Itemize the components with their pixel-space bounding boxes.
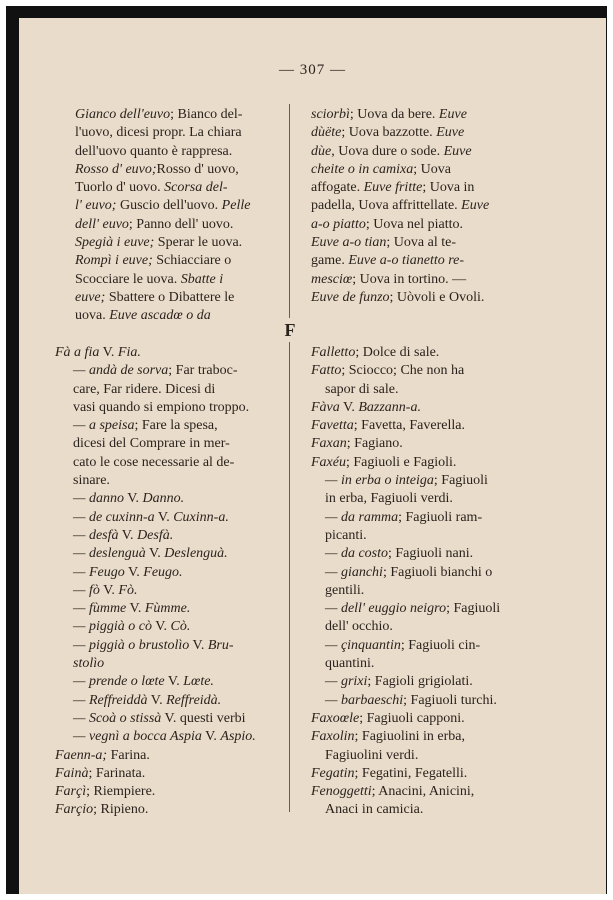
entry-definition: ; Panno dell' uovo. (128, 216, 234, 232)
text-line (75, 179, 250, 197)
entry-term: Lœte. (183, 674, 214, 690)
dictionary-line (55, 417, 256, 435)
entry-definition: Fagiuolini verdi. (325, 747, 419, 763)
entry-term: l' euvo; (75, 198, 117, 214)
text-line (75, 289, 250, 307)
entry-definition: ; Fagiuoli turchi. (403, 692, 497, 708)
entry-definition: sapor di sale. (325, 381, 399, 397)
dictionary-line (311, 710, 500, 728)
entry-term: Euve (438, 107, 467, 122)
bottom-right-column (311, 344, 500, 820)
text-line (311, 106, 489, 124)
entry-definition: V. (145, 546, 165, 562)
entry-term: Fegatin (311, 765, 355, 781)
entry-term: Fainà (55, 765, 89, 781)
entry-term: Euve (461, 198, 490, 214)
entry-definition: sinare. (73, 473, 110, 489)
entry-term: Falletto (311, 345, 356, 360)
entry-definition: in erba, Fagiuoli verdi. (325, 491, 453, 507)
entry-definition: V. (189, 637, 208, 653)
text-line (75, 234, 250, 252)
entry-term: Euve (443, 143, 472, 159)
entry-term: Faenn-a; (55, 747, 108, 763)
entry-definition: ; Fagiuoli (446, 601, 501, 617)
entry-definition: V. (99, 582, 119, 598)
entry-term: Farçì (55, 784, 87, 800)
entry-definition: ; Fagiuoli capponi. (359, 710, 465, 726)
top-left-column (75, 106, 250, 326)
entry-definition: , Uova dure o sode. (331, 143, 444, 159)
entry-definition: Sperar le uova. (154, 235, 243, 251)
dictionary-line (311, 673, 500, 691)
entry-term: Pelle (221, 198, 251, 214)
text-line (311, 252, 489, 270)
entry-term: Spegià i euve; (75, 235, 155, 251)
dictionary-line (311, 490, 500, 508)
entry-term: Rosso d' euvo; (75, 161, 157, 177)
entry-definition: picanti. (325, 527, 367, 543)
entry-term: — da ramma (325, 509, 399, 525)
text-line (75, 271, 250, 289)
entry-term: Sbatte i (180, 271, 224, 287)
entry-definition: V. (201, 729, 221, 745)
dictionary-line (55, 509, 256, 527)
entry-definition: l'uovo, dicesi propr. La chiara (75, 125, 242, 141)
entry-term: Faxéu (311, 454, 346, 470)
entry-term: — de cuxinn-a (73, 509, 155, 525)
entry-term: Fenoggetti (311, 784, 372, 800)
entry-definition: ; Fagiano. (346, 436, 403, 452)
dictionary-line (311, 564, 500, 582)
entry-term: — grixi (325, 674, 368, 690)
dictionary-line (311, 435, 500, 453)
entry-definition: V. (99, 345, 118, 360)
entry-definition: ; Fegatini, Fegatelli. (354, 765, 468, 781)
dictionary-line (55, 435, 256, 453)
dictionary-line (55, 545, 256, 563)
text-line (311, 143, 489, 161)
text-line (311, 179, 489, 197)
entry-definition: ; Riempiere. (86, 784, 156, 800)
text-line (75, 216, 250, 234)
entry-definition: V. (124, 564, 144, 580)
entry-definition: V. (151, 619, 171, 635)
dictionary-line (55, 728, 256, 746)
entry-term: — piggià o brustolìo (73, 637, 190, 653)
entry-term: — piggià o cò (73, 619, 152, 635)
entry-term: — prende o lœte (73, 674, 165, 690)
dictionary-line (311, 527, 500, 545)
dictionary-line (55, 783, 256, 801)
dictionary-line (55, 381, 256, 399)
entry-definition: ; Fare la spesa, (134, 418, 218, 434)
entry-definition: Schiacciare o (152, 253, 232, 269)
entry-definition: ; Uova bazzotte. (341, 125, 437, 141)
entry-term: mesciœ (311, 271, 353, 287)
entry-term: Deslenguà. (164, 546, 228, 562)
dictionary-line (55, 673, 256, 691)
dictionary-line (311, 417, 500, 435)
text-line (75, 143, 250, 161)
entry-term: sciorbì (311, 107, 350, 122)
entry-definition: V. questi verbi (161, 710, 246, 726)
text-line (311, 197, 489, 215)
section-letter: F (284, 320, 296, 340)
entry-definition: ; Sciocco; Che non ha (341, 363, 465, 379)
entry-definition: affogate. (311, 180, 364, 196)
entry-definition: ; Far trabоc- (168, 363, 238, 379)
text-line (311, 289, 489, 307)
dictionary-line (55, 655, 256, 673)
text-line (75, 252, 250, 270)
entry-term: — da costo (325, 546, 388, 562)
dictionary-line (311, 801, 500, 819)
dictionary-line (311, 362, 500, 380)
entry-definition: ; Anacini, Anicini, (371, 784, 475, 800)
entry-definition: ; Uòvoli e Ovoli. (389, 289, 485, 305)
entry-term: Danno. (142, 491, 185, 507)
entry-definition: dell' occhio. (325, 619, 393, 635)
entry-term: — andà de sorva (73, 363, 169, 379)
entry-term: Euve fritte (363, 180, 423, 196)
entry-term: Favetta (311, 418, 354, 434)
entry-definition: V. (118, 527, 138, 543)
entry-definition: Anaci in camicia. (325, 802, 424, 818)
dictionary-line (311, 747, 500, 765)
dictionary-line (311, 618, 500, 636)
entry-term: — barbaeschi (325, 692, 404, 708)
entry-definition: ; Uova in (422, 180, 475, 196)
entry-term: — dell' euggio neigro (325, 601, 447, 617)
entry-definition: Tuorlo d' uovo. (75, 180, 165, 196)
dictionary-line (55, 637, 256, 655)
entry-term: dùe (311, 143, 332, 159)
entry-definition: ; Farinata. (88, 765, 146, 781)
dictionary-line (311, 692, 500, 710)
entry-term: stolìo (73, 656, 105, 672)
entry-term: Euve ascadœ o da (109, 308, 211, 324)
dictionary-line (55, 472, 256, 490)
dictionary-line (55, 490, 256, 508)
entry-term: Faxoœle (311, 710, 360, 726)
text-line (311, 216, 489, 234)
dictionary-line (55, 692, 256, 710)
entry-definition: ; Ripieno. (93, 802, 149, 818)
entry-definition: cato le cose necessarie al de- (73, 454, 235, 470)
entry-definition: vasi quando si empiono troppo. (73, 399, 250, 415)
text-line (311, 161, 489, 179)
text-line (75, 307, 250, 325)
entry-definition: V. (154, 509, 174, 525)
entry-term: — a speisa (73, 418, 135, 434)
page-number: — 307 — (279, 62, 346, 78)
entry-definition: V. (339, 399, 359, 415)
entry-definition: ; Fagiuoli e Fagioli. (345, 454, 457, 470)
entry-term: Faxolin (311, 729, 355, 745)
dictionary-line (55, 362, 256, 380)
entry-definition: uova. (75, 308, 110, 324)
dictionary-line (55, 747, 256, 765)
entry-definition: ; Uova al te- (386, 235, 457, 251)
entry-definition: V. (126, 601, 145, 617)
dictionary-line (311, 545, 500, 563)
entry-term: Rompì i euve; (75, 253, 153, 269)
entry-definition: ; Fagiuoli bianchi o (382, 564, 493, 580)
entry-term: — Reffreiddà (73, 692, 148, 708)
dictionary-line (55, 765, 256, 783)
text-line (311, 124, 489, 142)
entry-term: — deslenguà (73, 546, 146, 562)
entry-term: cheite o in camixa (311, 161, 414, 177)
dictionary-line (311, 344, 500, 362)
dictionary-line (55, 600, 256, 618)
entry-definition: Guscio dell'uovo. (116, 198, 222, 214)
dictionary-line (311, 582, 500, 600)
entry-definition: Farina. (107, 747, 150, 763)
entry-term: Bazzann-a. (358, 399, 421, 415)
entry-term: Fà a fia (55, 345, 100, 360)
entry-definition: ; Fagiuoli nani. (388, 546, 474, 562)
dictionary-line (311, 381, 500, 399)
text-line (75, 197, 250, 215)
dictionary-line (55, 399, 256, 417)
entry-term: Desfà. (137, 527, 174, 543)
entry-definition: ; Fagioli grigiolati. (367, 674, 473, 690)
entry-term: Euve a-o tian (311, 235, 387, 251)
dictionary-line (311, 765, 500, 783)
entry-term: — Scoà o stissà (73, 710, 162, 726)
dictionary-line (55, 618, 256, 636)
entry-term: Gianco dell'euvo (75, 107, 171, 122)
text-line (75, 106, 250, 124)
dictionary-line (311, 472, 500, 490)
entry-definition: Rosso d' uovo, (156, 161, 239, 177)
entry-term: — in erba o inteiga (325, 473, 434, 489)
dictionary-line (55, 564, 256, 582)
entry-definition: V. (147, 692, 167, 708)
entry-term: Fùmme. (144, 601, 191, 617)
entry-term: — çinquantin (325, 637, 401, 653)
dictionary-line (55, 527, 256, 545)
entry-definition: dicesi del Comprare in mer- (73, 436, 230, 452)
text-line (75, 124, 250, 142)
entry-term: — gianchi (325, 564, 383, 580)
column-divider-top (289, 104, 290, 318)
dictionary-line (55, 582, 256, 600)
entry-definition: ; Uova (413, 161, 451, 177)
text-line (311, 271, 489, 289)
entry-definition: padella, Uova affrittellate. (311, 198, 462, 214)
dictionary-line (311, 637, 500, 655)
entry-term: — vegnì a bocca Aspia (73, 729, 202, 745)
entry-term: — danno (73, 491, 124, 507)
entry-definition: ; Uova da bere. (349, 107, 439, 122)
entry-definition: ; Dolce di sale. (355, 345, 440, 360)
entry-term: — desfà (73, 527, 119, 543)
entry-term: Fàva (311, 399, 340, 415)
column-divider-bottom (289, 342, 290, 812)
dictionary-line (311, 600, 500, 618)
dictionary-line (311, 728, 500, 746)
dictionary-line (55, 344, 256, 362)
entry-term: — fùmme (73, 601, 127, 617)
entry-definition: ; Uova in tortino. — (352, 271, 467, 287)
entry-term: Euve a-o tianetto re- (348, 253, 465, 269)
entry-term: Cò. (170, 619, 191, 635)
entry-term: — fò (73, 582, 100, 598)
entry-definition: care, Far ridere. Dicesi di (73, 381, 216, 397)
dictionary-line (55, 454, 256, 472)
entry-term: Feugo. (143, 564, 183, 580)
entry-definition: ; Fagiuoli cin- (400, 637, 481, 653)
entry-definition: ; Fagiuoli (433, 473, 488, 489)
entry-term: Fia. (117, 345, 141, 360)
dictionary-line (311, 399, 500, 417)
entry-term: dùëte (311, 125, 342, 141)
entry-definition: ; Fagiuolini in erba, (354, 729, 465, 745)
entry-term: Faxan (311, 436, 347, 452)
entry-definition: ; Uova nel piatto. (365, 216, 464, 232)
entry-term: Farçio (55, 802, 94, 818)
entry-term: Fatto (311, 363, 342, 379)
entry-definition: ; Bianco del- (170, 107, 243, 122)
entry-term: euve; (75, 289, 106, 305)
dictionary-line (55, 710, 256, 728)
entry-term: Aspio. (220, 729, 256, 745)
dictionary-line (311, 655, 500, 673)
entry-definition: game. (311, 253, 349, 269)
entry-definition: dell'uovo quanto è rappresa. (75, 143, 233, 159)
entry-term: Euve de funzo (311, 289, 390, 305)
dictionary-line (311, 454, 500, 472)
entry-term: a-o piatto (311, 216, 366, 232)
entry-term: Euve (436, 125, 465, 141)
top-right-column (311, 106, 489, 307)
entry-definition: V. (123, 491, 143, 507)
dictionary-line (55, 801, 256, 819)
page-frame (6, 6, 607, 894)
entry-term: — Feugo (73, 564, 125, 580)
entry-definition: gentili. (325, 582, 365, 598)
entry-definition: quantini. (325, 656, 375, 672)
entry-term: dell' euvo (75, 216, 129, 232)
entry-term: Reffreidà. (166, 692, 222, 708)
entry-definition: Sbattere o Dibattere le (105, 289, 235, 305)
entry-definition: V. (164, 674, 184, 690)
dictionary-line (311, 783, 500, 801)
entry-term: Cuxinn-a. (173, 509, 229, 525)
text-line (311, 234, 489, 252)
entry-term: Scorsa del- (164, 180, 228, 196)
text-line (75, 161, 250, 179)
entry-definition: Scocciare le uova. (75, 271, 181, 287)
dictionary-line (311, 509, 500, 527)
entry-term: Bru- (207, 637, 234, 653)
bottom-left-column (55, 344, 256, 820)
entry-term: Fò. (118, 582, 138, 598)
entry-definition: ; Fagiuoli ram- (398, 509, 483, 525)
entry-definition: ; Favetta, Faverella. (353, 418, 465, 434)
book-page (19, 18, 606, 894)
